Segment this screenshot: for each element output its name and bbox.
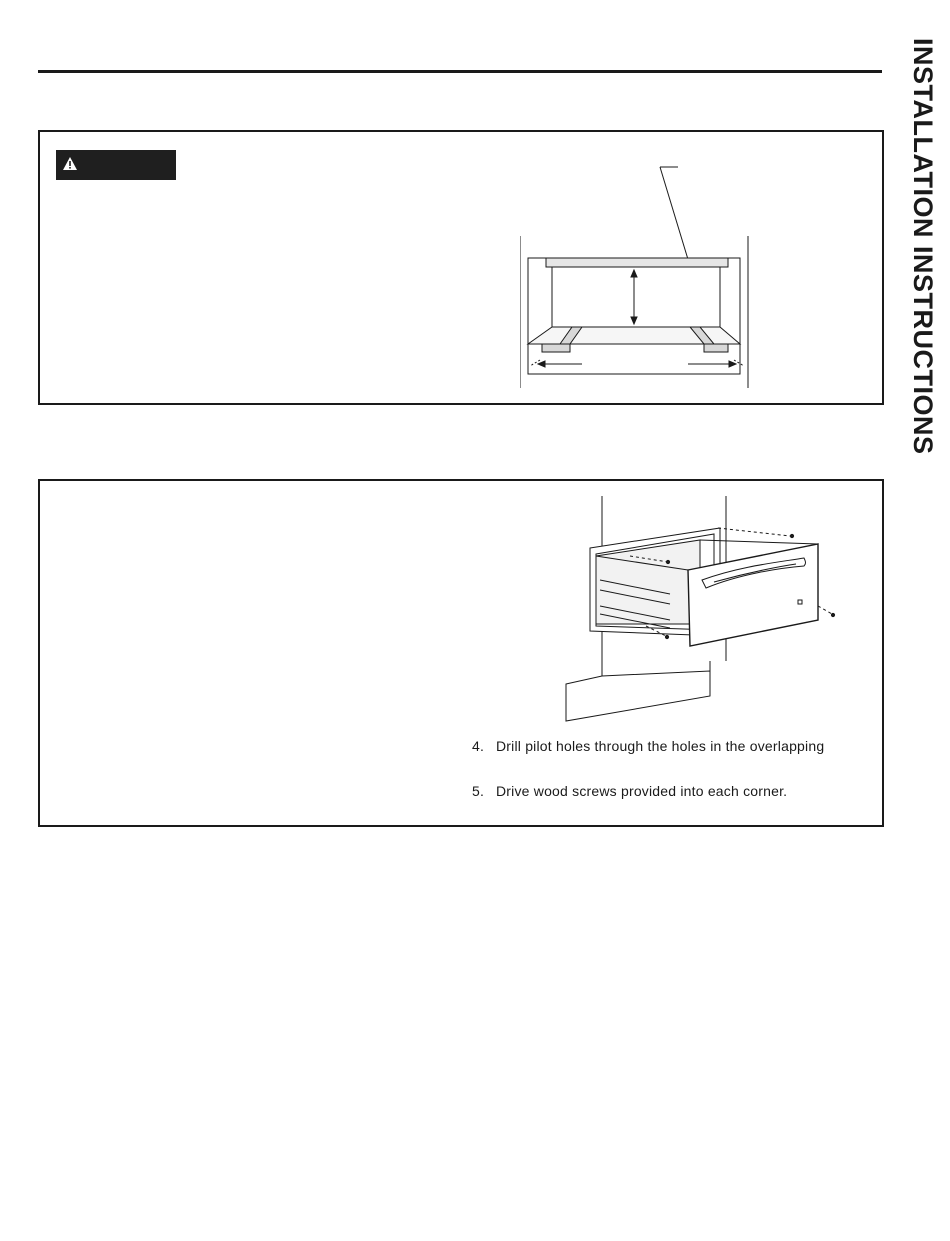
step-5-number: 5. bbox=[472, 783, 485, 799]
warning-badge bbox=[56, 150, 176, 180]
drawer-install-section bbox=[38, 479, 884, 827]
header-rule bbox=[38, 70, 882, 73]
step-5-text: Drive wood screws provided into each corner. bbox=[496, 783, 788, 799]
step-4 bbox=[472, 738, 824, 754]
warning-triangle-icon bbox=[62, 156, 78, 172]
section-title: INSTALLATION INSTRUCTIONS bbox=[908, 38, 938, 455]
warning-section bbox=[38, 130, 884, 405]
step-4-number: 4. bbox=[472, 738, 485, 754]
warming-drawer-install-diagram bbox=[560, 496, 860, 726]
step-5 bbox=[472, 783, 787, 799]
cabinet-opening-diagram bbox=[520, 162, 760, 392]
step-4-text: Drill pilot holes through the holes in the overlapping bbox=[496, 738, 825, 754]
